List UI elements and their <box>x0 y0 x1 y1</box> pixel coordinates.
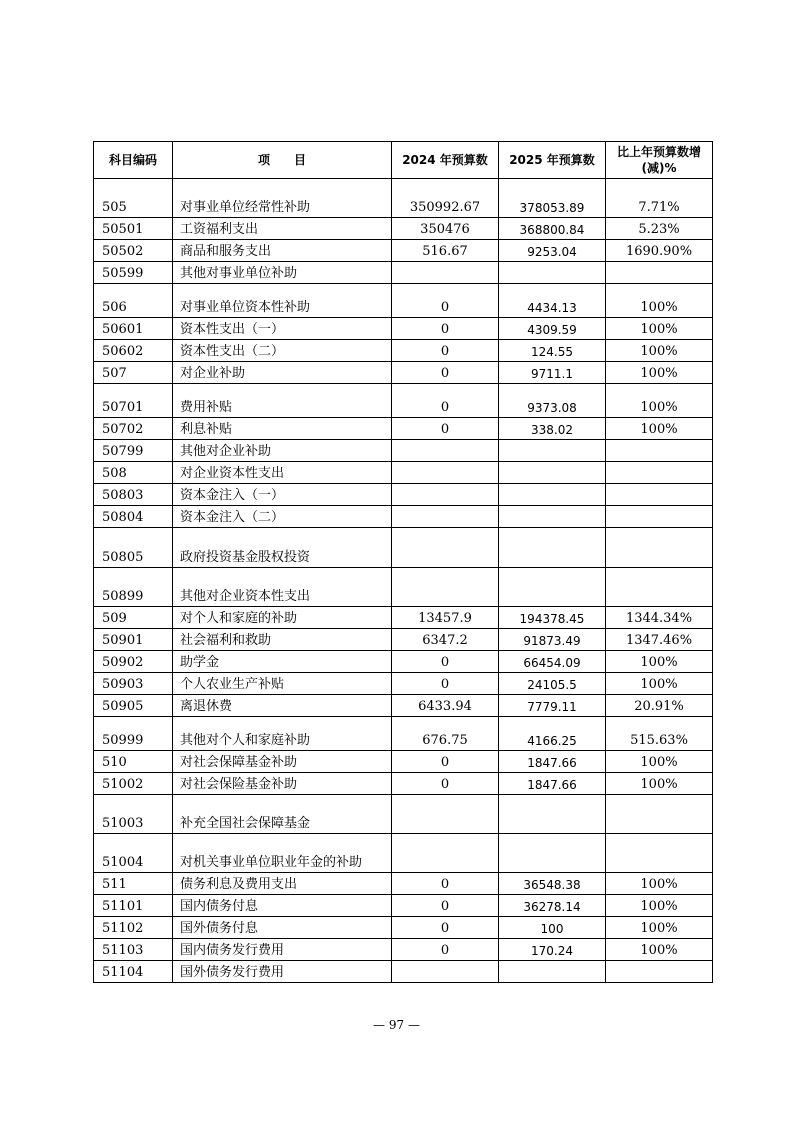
budget-table <box>93 141 713 983</box>
budget-2025-cell: 1847.66 <box>499 773 606 795</box>
change-percent-cell: 100% <box>606 318 713 340</box>
change-percent-cell: 100% <box>606 362 713 384</box>
code-cell: 51101 <box>94 895 173 917</box>
code-cell: 505 <box>94 179 173 218</box>
budget-2024-cell: 0 <box>392 362 499 384</box>
table-row <box>94 218 713 240</box>
change-percent-cell <box>606 440 713 462</box>
change-percent-cell: 100% <box>606 873 713 895</box>
table-row <box>94 695 713 717</box>
table-row <box>94 362 713 384</box>
budget-2024-cell <box>392 568 499 607</box>
item-name-cell: 对事业单位经常性补助 <box>173 179 392 218</box>
budget-2024-cell: 6347.2 <box>392 629 499 651</box>
change-percent-cell <box>606 795 713 834</box>
budget-2024-cell: 0 <box>392 384 499 418</box>
table-row <box>94 939 713 961</box>
item-name-cell: 其他对企业资本性支出 <box>173 568 392 607</box>
table-row <box>94 340 713 362</box>
table-row <box>94 795 713 834</box>
item-name-cell: 国内债务发行费用 <box>173 939 392 961</box>
header-code: 科目编码 <box>94 142 173 179</box>
change-percent-cell: 1347.46% <box>606 629 713 651</box>
budget-2025-cell: 170.24 <box>499 939 606 961</box>
budget-2025-cell: 194378.45 <box>499 607 606 629</box>
item-name-cell: 国外债务付息 <box>173 917 392 939</box>
budget-2025-cell: 9711.1 <box>499 362 606 384</box>
item-name-cell: 个人农业生产补贴 <box>173 673 392 695</box>
table-row <box>94 895 713 917</box>
code-cell: 509 <box>94 607 173 629</box>
item-name-cell: 对社会保险基金补助 <box>173 773 392 795</box>
item-name-cell: 国内债务付息 <box>173 895 392 917</box>
table-row <box>94 418 713 440</box>
item-name-cell: 对企业资本性支出 <box>173 462 392 484</box>
item-name-cell: 资本金注入（一） <box>173 484 392 506</box>
budget-2024-cell: 0 <box>392 340 499 362</box>
change-percent-cell: 100% <box>606 340 713 362</box>
code-cell: 507 <box>94 362 173 384</box>
budget-2024-cell <box>392 440 499 462</box>
code-cell: 50999 <box>94 717 173 751</box>
budget-2025-cell: 378053.89 <box>499 179 606 218</box>
item-name-cell: 社会福利和救助 <box>173 629 392 651</box>
code-cell: 50899 <box>94 568 173 607</box>
change-percent-cell: 100% <box>606 418 713 440</box>
budget-2025-cell: 1847.66 <box>499 751 606 773</box>
change-percent-cell: 100% <box>606 751 713 773</box>
budget-2024-cell: 0 <box>392 651 499 673</box>
code-cell: 51103 <box>94 939 173 961</box>
header-item: 项 目 <box>173 142 392 179</box>
change-percent-cell: 100% <box>606 651 713 673</box>
change-percent-cell: 100% <box>606 384 713 418</box>
budget-2025-cell <box>499 440 606 462</box>
code-cell: 51104 <box>94 961 173 983</box>
item-name-cell: 商品和服务支出 <box>173 240 392 262</box>
budget-2024-cell: 13457.9 <box>392 607 499 629</box>
item-name-cell: 离退休费 <box>173 695 392 717</box>
code-cell: 50501 <box>94 218 173 240</box>
code-cell: 50601 <box>94 318 173 340</box>
budget-2024-cell <box>392 795 499 834</box>
item-name-cell: 对机关事业单位职业年金的补助 <box>173 834 392 873</box>
item-name-cell: 补充全国社会保障基金 <box>173 795 392 834</box>
budget-2024-cell: 350476 <box>392 218 499 240</box>
table-row <box>94 961 713 983</box>
code-cell: 510 <box>94 751 173 773</box>
table-row <box>94 917 713 939</box>
code-cell: 50799 <box>94 440 173 462</box>
budget-2025-cell <box>499 262 606 284</box>
item-name-cell: 对社会保障基金补助 <box>173 751 392 773</box>
table-row <box>94 751 713 773</box>
table-row <box>94 384 713 418</box>
budget-2024-cell: 0 <box>392 673 499 695</box>
table-row <box>94 318 713 340</box>
code-cell: 50805 <box>94 528 173 568</box>
budget-2024-cell <box>392 484 499 506</box>
budget-2024-cell <box>392 528 499 568</box>
change-percent-cell: 1690.90% <box>606 240 713 262</box>
budget-2025-cell <box>499 568 606 607</box>
table-row <box>94 834 713 873</box>
budget-2025-cell: 9253.04 <box>499 240 606 262</box>
code-cell: 50599 <box>94 262 173 284</box>
code-cell: 51102 <box>94 917 173 939</box>
budget-2025-cell <box>499 961 606 983</box>
budget-2025-cell: 124.55 <box>499 340 606 362</box>
budget-2024-cell <box>392 961 499 983</box>
change-percent-cell: 100% <box>606 895 713 917</box>
code-cell: 51002 <box>94 773 173 795</box>
item-name-cell: 对个人和家庭的补助 <box>173 607 392 629</box>
budget-2025-cell: 66454.09 <box>499 651 606 673</box>
code-cell: 50905 <box>94 695 173 717</box>
table-row <box>94 440 713 462</box>
item-name-cell: 资本金注入（二） <box>173 506 392 528</box>
change-percent-cell: 515.63% <box>606 717 713 751</box>
budget-2024-cell: 0 <box>392 751 499 773</box>
budget-2025-cell: 338.02 <box>499 418 606 440</box>
change-percent-cell <box>606 834 713 873</box>
table-row <box>94 673 713 695</box>
code-cell: 508 <box>94 462 173 484</box>
code-cell: 51004 <box>94 834 173 873</box>
code-cell: 50901 <box>94 629 173 651</box>
budget-2025-cell: 4166.25 <box>499 717 606 751</box>
budget-2024-cell: 6433.94 <box>392 695 499 717</box>
item-name-cell: 其他对企业补助 <box>173 440 392 462</box>
table-body <box>94 179 713 983</box>
change-percent-cell: 100% <box>606 773 713 795</box>
code-cell: 50804 <box>94 506 173 528</box>
item-name-cell: 对事业单位资本性补助 <box>173 284 392 318</box>
table-row <box>94 717 713 751</box>
item-name-cell: 其他对个人和家庭补助 <box>173 717 392 751</box>
change-percent-cell <box>606 506 713 528</box>
change-percent-cell: 100% <box>606 939 713 961</box>
item-name-cell: 资本性支出（一） <box>173 318 392 340</box>
budget-2024-cell <box>392 462 499 484</box>
code-cell: 50702 <box>94 418 173 440</box>
budget-2025-cell: 4434.13 <box>499 284 606 318</box>
table-row <box>94 629 713 651</box>
budget-2025-cell: 91873.49 <box>499 629 606 651</box>
table-row <box>94 773 713 795</box>
change-percent-cell: 20.91% <box>606 695 713 717</box>
page-number: — 97 — <box>373 1018 420 1032</box>
budget-2025-cell <box>499 506 606 528</box>
budget-2024-cell <box>392 262 499 284</box>
budget-2025-cell: 100 <box>499 917 606 939</box>
code-cell: 50602 <box>94 340 173 362</box>
code-cell: 50701 <box>94 384 173 418</box>
budget-2024-cell: 0 <box>392 939 499 961</box>
budget-2025-cell: 36278.14 <box>499 895 606 917</box>
header-row <box>94 142 713 179</box>
budget-2025-cell <box>499 834 606 873</box>
budget-2024-cell: 0 <box>392 895 499 917</box>
item-name-cell: 利息补贴 <box>173 418 392 440</box>
item-name-cell: 其他对事业单位补助 <box>173 262 392 284</box>
item-name-cell: 工资福利支出 <box>173 218 392 240</box>
change-percent-cell <box>606 528 713 568</box>
code-cell: 50502 <box>94 240 173 262</box>
change-percent-cell: 100% <box>606 284 713 318</box>
change-percent-cell: 5.23% <box>606 218 713 240</box>
change-percent-cell: 7.71% <box>606 179 713 218</box>
item-name-cell: 债务利息及费用支出 <box>173 873 392 895</box>
budget-2025-cell <box>499 795 606 834</box>
budget-2025-cell <box>499 484 606 506</box>
code-cell: 50903 <box>94 673 173 695</box>
budget-2024-cell <box>392 834 499 873</box>
budget-2025-cell: 7779.11 <box>499 695 606 717</box>
table-row <box>94 568 713 607</box>
change-percent-cell: 100% <box>606 673 713 695</box>
budget-2024-cell: 0 <box>392 917 499 939</box>
table-row <box>94 873 713 895</box>
header-2025: 2025 年预算数 <box>499 142 606 179</box>
table-row <box>94 484 713 506</box>
budget-2025-cell <box>499 462 606 484</box>
budget-2024-cell: 676.75 <box>392 717 499 751</box>
table-row <box>94 528 713 568</box>
table-row <box>94 651 713 673</box>
table-row <box>94 240 713 262</box>
header-2024: 2024 年预算数 <box>392 142 499 179</box>
table-row <box>94 179 713 218</box>
item-name-cell: 对企业补助 <box>173 362 392 384</box>
budget-2024-cell: 0 <box>392 318 499 340</box>
budget-2025-cell: 368800.84 <box>499 218 606 240</box>
budget-2024-cell: 0 <box>392 284 499 318</box>
header-change: 比上年预算数增(减)% <box>606 142 713 179</box>
budget-2024-cell: 350992.67 <box>392 179 499 218</box>
code-cell: 50803 <box>94 484 173 506</box>
change-percent-cell <box>606 462 713 484</box>
change-percent-cell <box>606 568 713 607</box>
item-name-cell: 助学金 <box>173 651 392 673</box>
code-cell: 511 <box>94 873 173 895</box>
change-percent-cell <box>606 262 713 284</box>
code-cell: 51003 <box>94 795 173 834</box>
budget-2025-cell: 4309.59 <box>499 318 606 340</box>
item-name-cell: 费用补贴 <box>173 384 392 418</box>
table-row <box>94 506 713 528</box>
budget-2024-cell: 516.67 <box>392 240 499 262</box>
table-row <box>94 607 713 629</box>
item-name-cell: 政府投资基金股权投资 <box>173 528 392 568</box>
change-percent-cell <box>606 961 713 983</box>
change-percent-cell: 1344.34% <box>606 607 713 629</box>
budget-2024-cell: 0 <box>392 873 499 895</box>
code-cell: 50902 <box>94 651 173 673</box>
budget-2024-cell <box>392 506 499 528</box>
item-name-cell: 国外债务发行费用 <box>173 961 392 983</box>
change-percent-cell <box>606 484 713 506</box>
change-percent-cell: 100% <box>606 917 713 939</box>
budget-2025-cell: 36548.38 <box>499 873 606 895</box>
budget-2024-cell: 0 <box>392 773 499 795</box>
code-cell: 506 <box>94 284 173 318</box>
table-row <box>94 262 713 284</box>
table-row <box>94 462 713 484</box>
item-name-cell: 资本性支出（二） <box>173 340 392 362</box>
budget-2025-cell: 9373.08 <box>499 384 606 418</box>
budget-2024-cell: 0 <box>392 418 499 440</box>
budget-2025-cell <box>499 528 606 568</box>
budget-2025-cell: 24105.5 <box>499 673 606 695</box>
table-row <box>94 284 713 318</box>
